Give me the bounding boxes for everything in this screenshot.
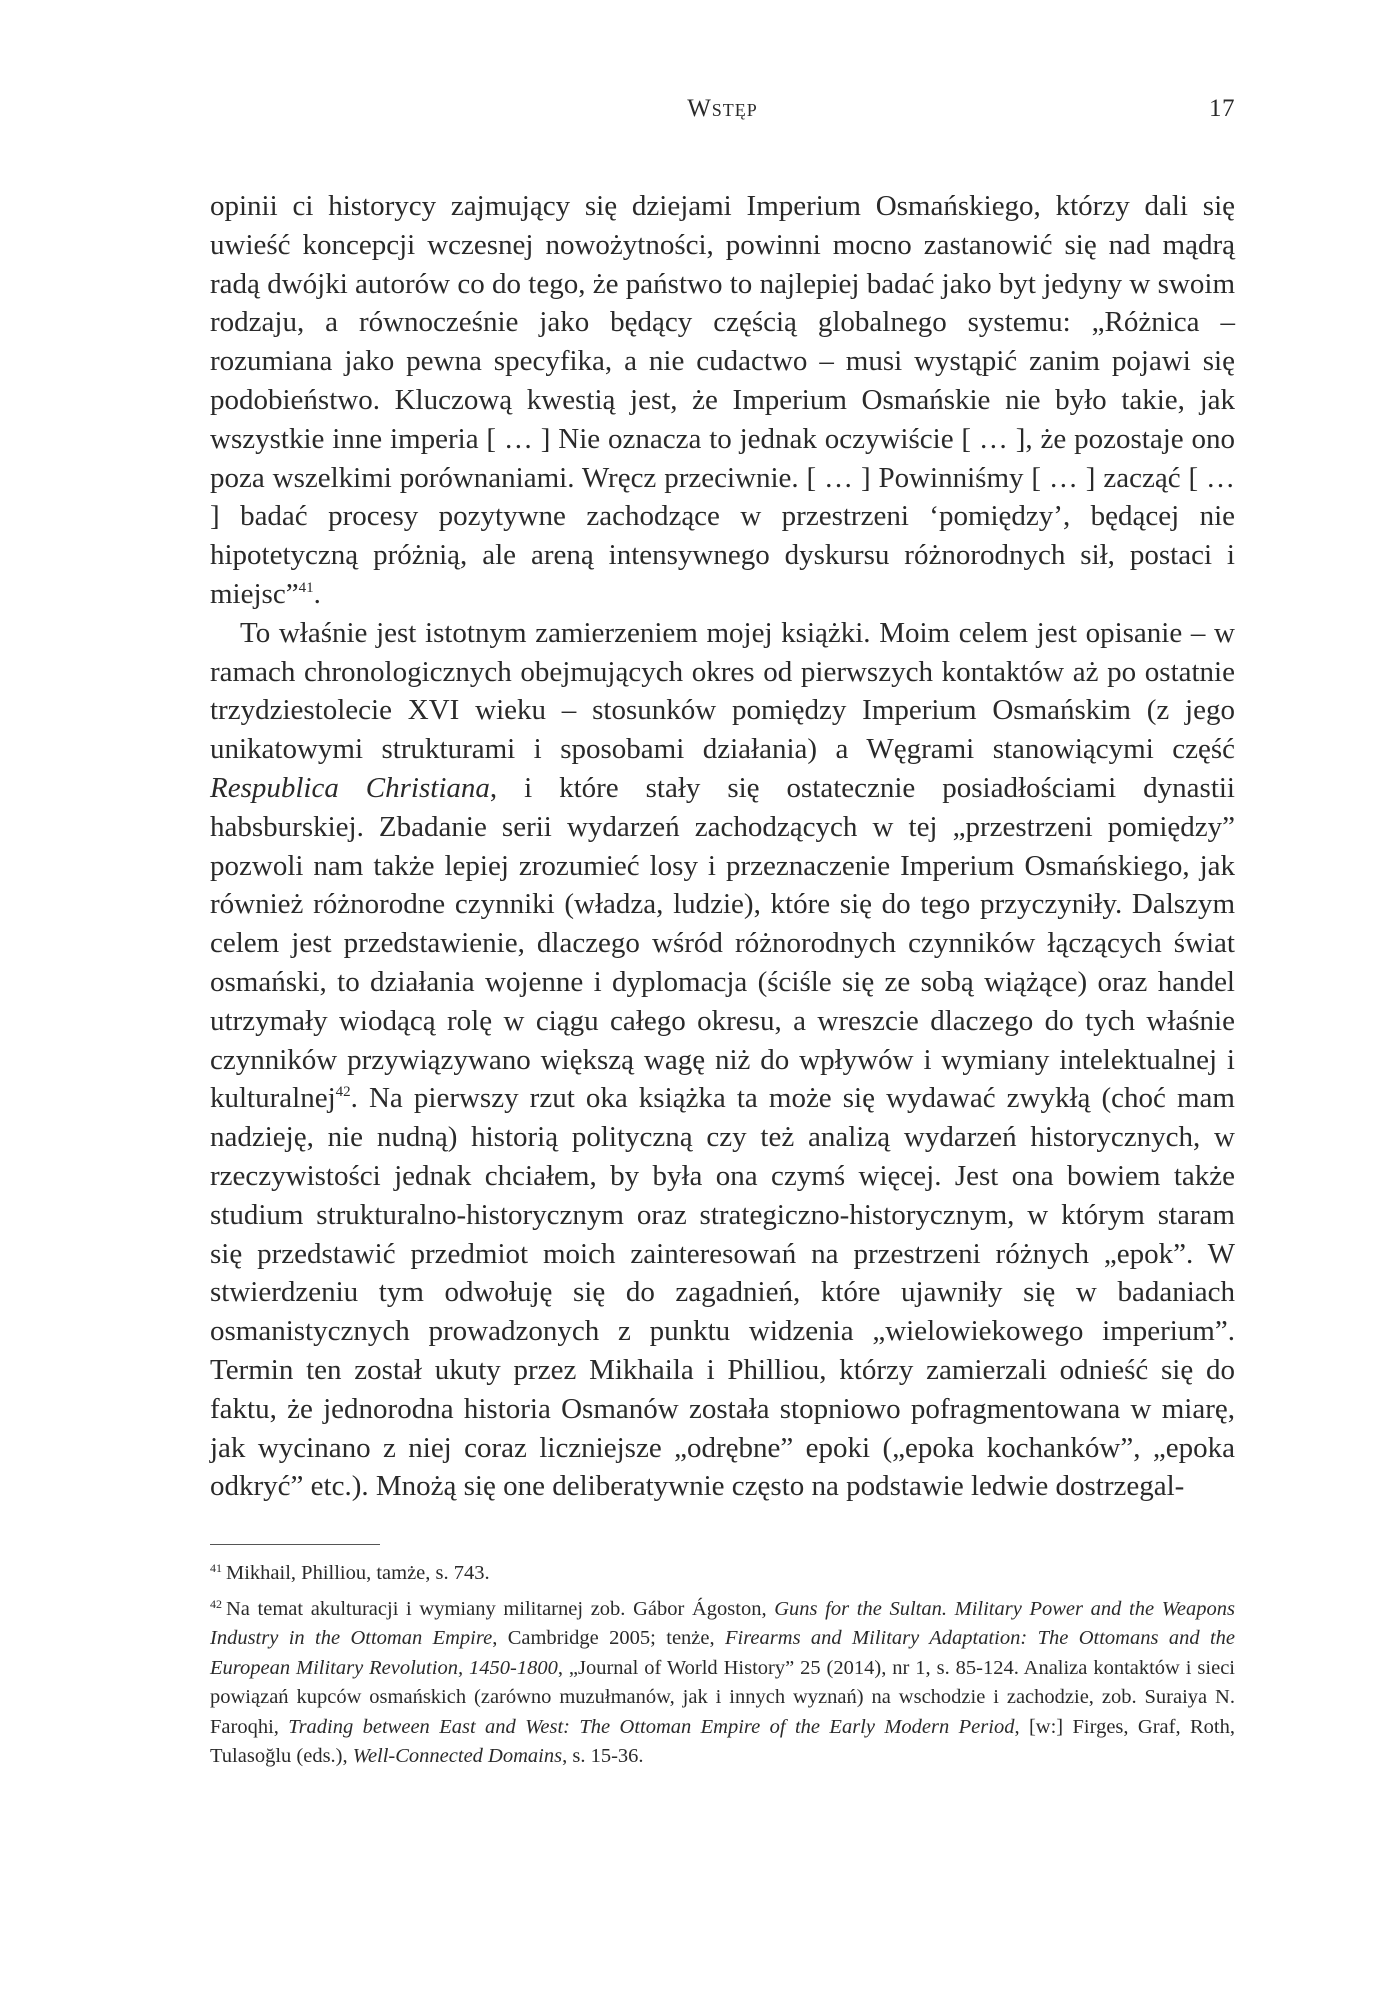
paragraph-text: . Na pierwszy rzut oka książka ta może się wydawać zwykłą (choć mam nadzieję, nie nudną) historią polityczną czy też analizą wydarzeń historycznych, w rzeczywistości jednak chciałem, by była ona czymś więcej. Jest ona bowiem także studium strukturalno-historycznym oraz strategiczno-historycznym, w którym staram się przedstawić przedmiot moich zainteresowań na przestrzeni różnych „epok”. W stwierdzeniu tym odwołuję się do zagadnień, które ujawniły się w badaniach osmanistycznych prowadzonych z punktu widzenia „wielowiekowego imperium”. Termin ten został ukuty przez Mikhaila i Philliou, którzy zamierzali odnieść się do faktu, że jednorodna historia Osmanów została stopniowo pofragmentowana w miarę, jak wycinano z niej coraz liczniejsze „odrębne” epoki („epoka kochanków”, „epoka odkryć” etc.). Mnożą się one deliberatywnie często na podstawie ledwie dostrzegal- [210,1082,1235,1503]
book-title: Guns for the Sultan. Military Power and the Weapons Industry in the Ottoman Empire [210,1597,1236,1650]
paragraph [210,614,1235,1506]
footnotes [210,1559,1235,1772]
page-number: 17 [1209,95,1235,122]
paragraph-text: , i które stały się ostatecznie posiadłościami dynastii habsburskiej. Zbadanie serii wydarzeń zachodzących w tej „przestrzeni pomiędzy” pozwoli nam także lepiej zrozumieć losy i przeznaczenie Imperium Osmańskiego, jak również różnorodne czynniki (władza, ludzie), które się do tego przyczyniły. Dalszym celem jest przedstawienie, dlaczego wśród różnorodnych czynników łączących świat osmański, to działania wojenne i dyplomacja (ściśle się ze sobą wiążące) oraz handel utrzymały wiodącą rolę w ciągu całego okresu, a wreszcie dlaczego do tych właśnie czynników przywiązywano większą wagę niż do wpływów i wymiany intelektualnej i kulturalnej [210,771,1235,1115]
paragraph-text: . [313,577,321,610]
paragraph-text: To właśnie jest istotnym zamierzeniem mojej książki. Moim celem jest opisanie – w ramach chronologicznych obejmujących okres od pierwszych kontaktów aż po ostatnie trzydziestolecie XVI wieku – stosunków pomiędzy Imperium Osmańskim (z jego unikatowymi strukturami i sposobami działania) a Węgrami stanowiącymi część [210,616,1235,766]
italic-term: Respublica Christiana [210,771,490,804]
footnote-separator [210,1544,380,1545]
footnote [210,1595,1235,1772]
book-page [210,95,1235,1778]
footnote-ref[interactable]: 41 [298,579,314,596]
book-title: Well-Connected Domains [352,1745,563,1768]
paragraph [210,187,1235,614]
chapter-title: Wstęp [687,95,758,122]
chapter-title-citation: Trading between East and West: The Ottoman Empire of the Early Modern Period [288,1715,1015,1738]
footnote-text: , s. 15-36. [562,1745,644,1768]
footnote-number: 42 [210,1596,222,1611]
main-text [210,187,1235,1506]
article-title: Firearms and Military Adaptation: The Ottomans and the European Military Revolution, 1450-1800 [210,1627,1235,1679]
footnote-text: Na temat akulturacji i wymiany militarnej zob. Gábor Ágoston, [226,1597,775,1620]
footnote-text: , Cambridge 2005; tenże, [492,1627,725,1650]
paragraph-text: opinii ci historycy zajmujący się dziejami Imperium Osmańskiego, którzy dali się uwieść koncepcji wczesnej nowożytności, powinni mocno zastanowić się nad mądrą radą dwójki autorów co do tego, że państwo to najlepiej badać jako byt jedyny w swoim rodzaju, a równocześnie jako będący częścią globalnego systemu: „Różnica – rozumiana jako pewna specyfika, a nie cudactwo – musi wystąpić zanim pojawi się podobieństwo. Kluczową kwestią jest, że Imperium Osmańskie nie było takie, jak wszystkie inne imperia [ … ] Nie oznacza to jednak oczywiście [ … ], że pozostaje ono poza wszelkimi porównaniami. Wręcz przeciwnie. [ … ] Powinniśmy [ … ] zacząć [ … ] badać procesy pozytywne zachodzące w przestrzeni ‘pomiędzy’, będącej nie hipotetyczną próżnią, ale areną intensywnego dyskursu różnorodnych sił, postaci i miejsc” [210,190,1235,610]
footnote-number: 41 [210,1561,222,1576]
footnote-text: Mikhail, Philliou, tamże, s. 743. [226,1562,490,1585]
footnote-ref[interactable]: 42 [335,1084,351,1101]
running-header [210,95,1235,135]
footnote-text: , [w:] Firges, Graf, Roth, Tulasoğlu (eds.), [210,1715,1235,1768]
footnote-text: , „Journal of World History” 25 (2014), nr 1, s. 85-124. Analiza kontaktów i sieci powiązań kupców osmańskich (zarówno muzułmanów, jak i innych wyznań) na wschodzie i zachodzie, zob. Suraiya N. Faroqhi, [210,1656,1235,1738]
footnote [210,1559,1235,1589]
